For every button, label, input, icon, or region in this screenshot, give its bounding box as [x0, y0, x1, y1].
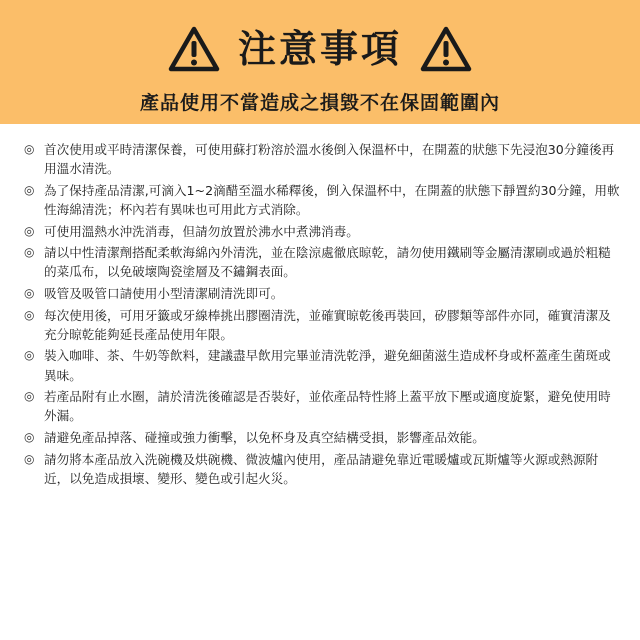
- warning-triangle-icon: [168, 26, 220, 72]
- list-item: [24, 222, 620, 241]
- list-item: [24, 428, 620, 447]
- note-text: 吸管及吸管口請使用小型清潔刷清洗即可。: [44, 285, 284, 301]
- list-item: [24, 346, 620, 384]
- bullet-icon: ◎: [24, 245, 35, 260]
- list-item: [24, 140, 620, 178]
- list-item: [24, 306, 620, 344]
- warranty-subtitle: 產品使用不當造成之損毀不在保固範圍內: [139, 92, 500, 114]
- bullet-icon: ◎: [24, 348, 35, 363]
- note-text: 請以中性清潔劑搭配柔軟海綿內外清洗，並在陰涼處徹底晾乾，請勿使用鐵刷等金屬清潔刷或過於粗糙的菜瓜布，以免破壞陶瓷塗層及不鏽鋼表面。: [44, 245, 611, 280]
- list-item: [24, 450, 620, 488]
- bullet-icon: ◎: [24, 142, 35, 156]
- note-text: 裝入咖啡、茶、牛奶等飲料，建議盡早飲用完畢並清洗乾淨，避免細菌滋生造成杯身或杯蓋產生菌斑或異味。: [44, 348, 611, 383]
- note-text: 每次使用後，可用牙籤或牙線棒挑出膠圈清洗，並確實晾乾後再裝回，矽膠類等部件亦同，確實清潔及充分晾乾能夠延長產品使用年限。: [44, 307, 611, 342]
- title-row: [0, 26, 640, 72]
- list-item: [24, 243, 620, 281]
- bullet-icon: ◎: [24, 223, 35, 238]
- warning-triangle-icon: [420, 26, 472, 72]
- note-text: 可使用溫熱水沖洗消毒，但請勿放置於沸水中煮沸消毒。: [44, 223, 359, 239]
- bullet-icon: ◎: [24, 307, 35, 322]
- note-text: 為了保持產品清潔,可滴入1~2滴醋至溫水稀釋後，倒入保溫杯中，在開蓋的狀態下靜置約30分鐘，用軟性海綿清洗；杯內若有異味也可用此方式消除。: [44, 182, 620, 217]
- list-item: [24, 387, 620, 425]
- bullet-icon: ◎: [24, 389, 35, 404]
- bullet-icon: ◎: [24, 451, 35, 466]
- note-text: 若產品附有止水圈，請於清洗後確認是否裝好，並依產品特性將上蓋平放下壓或適度旋緊，避免使用時外漏。: [44, 389, 611, 424]
- page-title: 注意事項: [237, 27, 402, 71]
- bullet-icon: ◎: [24, 182, 35, 197]
- note-text: 請勿將本產品放入洗碗機及烘碗機、微波爐內使用，產品請避免靠近電暖爐或瓦斯爐等火源或熱源附近，以免造成損壞、變形、變色或引起火災。: [44, 451, 599, 486]
- list-item: [24, 284, 620, 303]
- warning-header: [0, 0, 640, 124]
- bullet-icon: ◎: [24, 429, 35, 444]
- list-item: [24, 181, 620, 219]
- note-text: 首次使用或平時清潔保養，可使用蘇打粉溶於溫水後倒入保溫杯中，在開蓋的狀態下先浸泡30分鐘後再用溫水清洗。: [44, 142, 615, 177]
- note-text: 請避免產品掉落、碰撞或強力衝擊，以免杯身及真空結構受損，影響產品效能。: [44, 429, 485, 445]
- care-notes-list: [24, 140, 620, 490]
- bullet-icon: ◎: [24, 285, 35, 300]
